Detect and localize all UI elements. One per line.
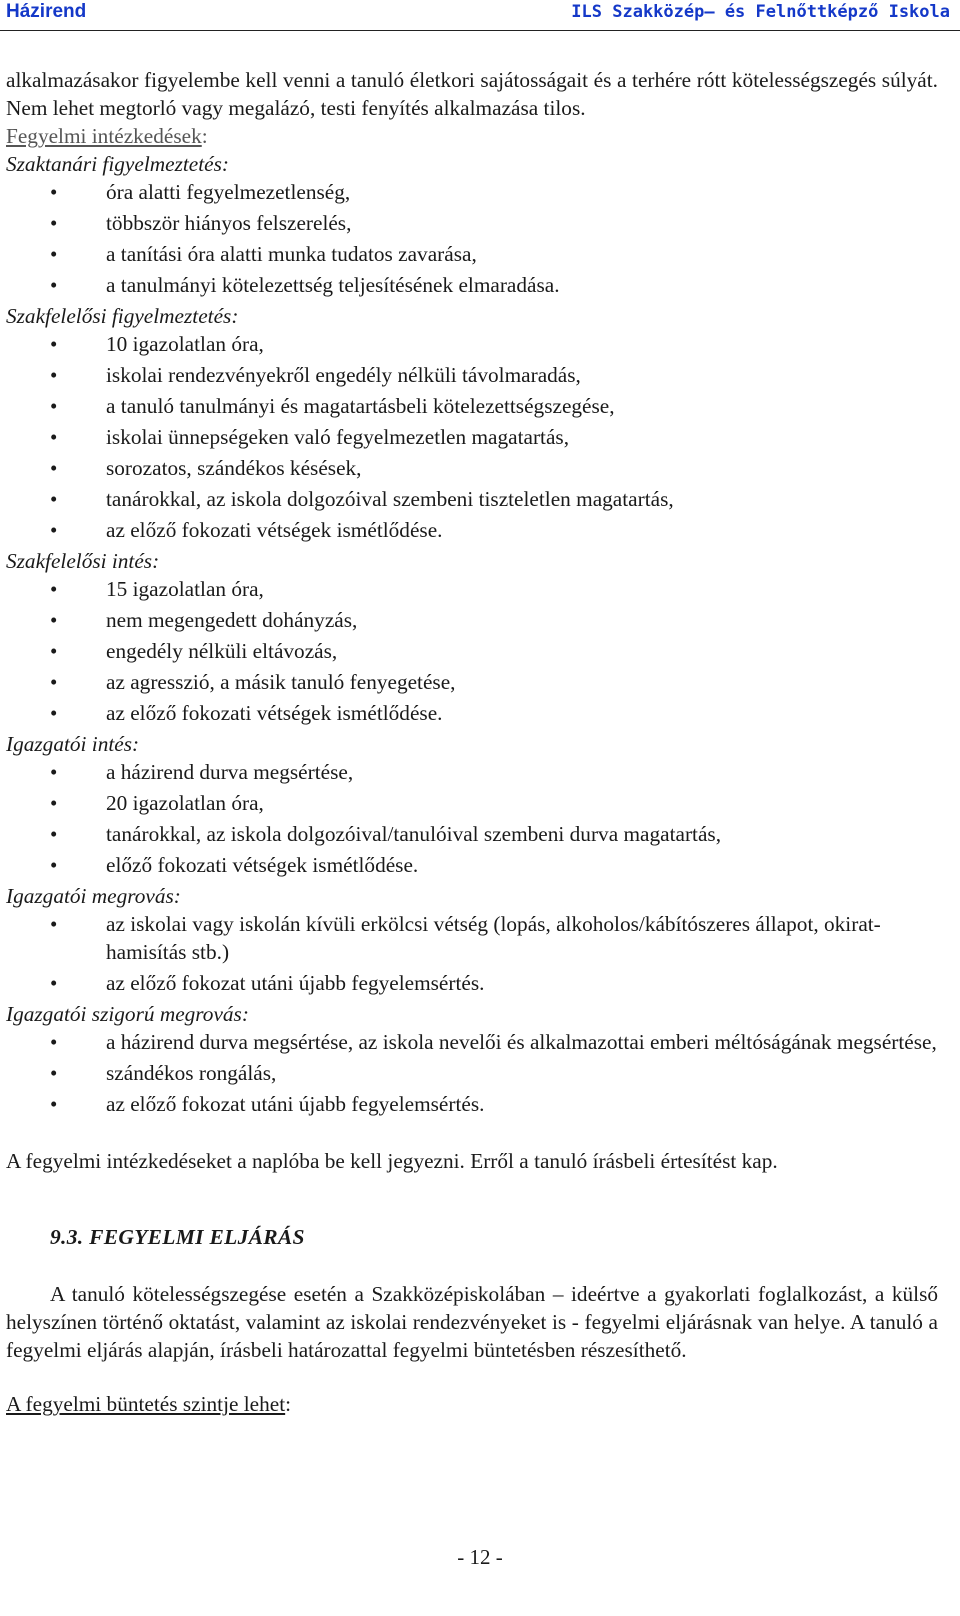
list-item xyxy=(6,516,938,544)
list-item-text: a tanítási óra alatti munka tudatos zavarása, xyxy=(106,242,477,266)
section-paragraph: A tanuló kötelességszegése esetén a Szakközépiskolában – ideértve a gyakorlati foglalkozást, a külső helyszínen történő oktatást, valamint az iskolai rendezvényeket is - fegyelmi eljárásnak van helye. A tanuló a fegyelmi eljárás alapján, írásbeli határozattal fegyelmi büntetésben részesíthető. xyxy=(6,1282,938,1362)
list-item xyxy=(6,330,938,358)
list-item-text: iskolai ünnepségeken való fegyelmezetlen magatartás, xyxy=(106,425,570,449)
bullet-icon: • xyxy=(50,487,58,511)
bullet-icon: • xyxy=(50,971,58,995)
measure-group-title: Igazgatói megrovás: xyxy=(6,884,181,908)
bullet-icon: • xyxy=(50,912,58,936)
list-item-text: óra alatti fegyelmezetlenség, xyxy=(106,180,351,204)
list-item-text: az iskolai vagy iskolán kívüli erkölcsi vétség (lopás, alkoholos/kábítószeres állapot, okirat-hamisítás stb.) xyxy=(106,912,881,964)
list-item-text: nem megengedett dohányzás, xyxy=(106,608,358,632)
list-item-text: szándékos rongálás, xyxy=(106,1061,277,1085)
list-item-text: előző fokozati vétségek ismétlődése. xyxy=(106,853,419,877)
measure-list xyxy=(6,178,938,299)
list-item xyxy=(6,851,938,879)
bullet-icon: • xyxy=(50,853,58,877)
list-item xyxy=(6,789,938,817)
list-item-text: a tanuló tanulmányi és magatartásbeli kötelezettségszegése, xyxy=(106,394,615,418)
list-item-text: sorozatos, szándékos késések, xyxy=(106,456,362,480)
measure-list xyxy=(6,1028,938,1118)
list-item-text: többször hiányos felszerelés, xyxy=(106,211,352,235)
measure-group-title: Szakfelelősi figyelmeztetés: xyxy=(6,304,239,328)
list-item xyxy=(6,668,938,696)
penalty-heading-line xyxy=(6,1390,938,1418)
list-item-text: a házirend durva megsértése, xyxy=(106,760,354,784)
list-item-text: tanárokkal, az iskola dolgozóival/tanulóival szembeni durva magatartás, xyxy=(106,822,722,846)
bullet-icon: • xyxy=(50,456,58,480)
spacer xyxy=(6,1121,938,1147)
list-item-text: az előző fokozati vétségek ismétlődése. xyxy=(106,701,443,725)
bullet-icon: • xyxy=(50,639,58,663)
bullet-icon: • xyxy=(50,670,58,694)
bullet-icon: • xyxy=(50,394,58,418)
measure-list xyxy=(6,910,938,997)
page-number: - 12 - xyxy=(457,1545,503,1569)
list-item xyxy=(6,485,938,513)
measure-group-title: Szaktanári figyelmeztetés: xyxy=(6,152,229,176)
list-item-text: az előző fokozati vétségek ismétlődése. xyxy=(106,518,443,542)
list-item xyxy=(6,758,938,786)
measure-group-title: Szakfelelősi intés: xyxy=(6,549,160,573)
measure-group-title: Igazgatói szigorú megrovás: xyxy=(6,1002,249,1026)
measure-list xyxy=(6,758,938,879)
bullet-icon: • xyxy=(50,608,58,632)
list-item xyxy=(6,1090,938,1118)
list-item-text: 20 igazolatlan óra, xyxy=(106,791,264,815)
bullet-icon: • xyxy=(50,363,58,387)
measure-list xyxy=(6,575,938,727)
document-body xyxy=(6,66,938,1418)
penalty-heading: A fegyelmi büntetés szintje lehet xyxy=(6,1392,286,1416)
bullet-icon: • xyxy=(50,518,58,542)
list-item-text: tanárokkal, az iskola dolgozóival szembeni tiszteletlen magatartás, xyxy=(106,487,674,511)
list-item xyxy=(6,361,938,389)
intro-paragraph: alkalmazásakor figyelembe kell venni a tanuló életkori sajátosságait és a terhére rótt kötelességszegés súlyát. Nem lehet megtorló vagy megalázó, testi fenyítés alkalmazása tilos. xyxy=(6,68,938,120)
bullet-icon: • xyxy=(50,1030,58,1054)
list-item xyxy=(6,240,938,268)
list-item-text: a házirend durva megsértése, az iskola nevelői és alkalmazottai emberi méltóságának megsértése, xyxy=(106,1030,937,1054)
bullet-icon: • xyxy=(50,211,58,235)
list-item xyxy=(6,1028,938,1056)
list-item xyxy=(6,392,938,420)
list-item-text: 10 igazolatlan óra, xyxy=(106,332,264,356)
list-item xyxy=(6,637,938,665)
list-item-text: a tanulmányi kötelezettség teljesítésének elmaradása. xyxy=(106,273,560,297)
section-title: 9.3. FEGYELMI ELJÁRÁS xyxy=(50,1225,305,1249)
list-item-text: az előző fokozat utáni újabb fegyelemsértés. xyxy=(106,1092,485,1116)
note-paragraph: A fegyelmi intézkedéseket a naplóba be kell jegyezni. Erről a tanuló írásbeli értesítést kap. xyxy=(6,1149,778,1173)
list-item xyxy=(6,969,938,997)
list-item xyxy=(6,606,938,634)
list-item xyxy=(6,454,938,482)
measure-group-title: Igazgatói intés: xyxy=(6,732,140,756)
bullet-icon: • xyxy=(50,577,58,601)
header-school-name: ILS Szakközép– és Felnőttképző Iskola xyxy=(571,2,950,22)
list-item xyxy=(6,575,938,603)
bullet-icon: • xyxy=(50,822,58,846)
list-item xyxy=(6,178,938,206)
penalty-heading-colon: : xyxy=(285,1392,292,1416)
list-item xyxy=(6,820,938,848)
measure-list xyxy=(6,330,938,544)
list-item-text: engedély nélküli eltávozás, xyxy=(106,639,338,663)
list-item xyxy=(6,699,938,727)
page-header xyxy=(0,0,960,31)
list-item xyxy=(6,423,938,451)
list-item-text: az előző fokozat utáni újabb fegyelemsértés. xyxy=(106,971,485,995)
bullet-icon: • xyxy=(50,701,58,725)
bullet-icon: • xyxy=(50,760,58,784)
bullet-icon: • xyxy=(50,273,58,297)
list-item xyxy=(6,271,938,299)
bullet-icon: • xyxy=(50,242,58,266)
bullet-icon: • xyxy=(50,791,58,815)
measure-groups xyxy=(6,150,938,1118)
list-item-text: 15 igazolatlan óra, xyxy=(106,577,264,601)
bullet-icon: • xyxy=(50,180,58,204)
measures-heading-colon: : xyxy=(201,124,208,148)
measures-heading: Fegyelmi intézkedések xyxy=(6,124,202,148)
list-item xyxy=(6,209,938,237)
measures-heading-line xyxy=(6,122,938,150)
list-item-text: iskolai rendezvényekről engedély nélküli távolmaradás, xyxy=(106,363,581,387)
list-item xyxy=(6,1059,938,1087)
list-item-text: az agresszió, a másik tanuló fenyegetése, xyxy=(106,670,456,694)
bullet-icon: • xyxy=(50,425,58,449)
bullet-icon: • xyxy=(50,1092,58,1116)
list-item xyxy=(6,910,938,966)
header-title: Házirend xyxy=(6,1,87,22)
bullet-icon: • xyxy=(50,1061,58,1085)
bullet-icon: • xyxy=(50,332,58,356)
